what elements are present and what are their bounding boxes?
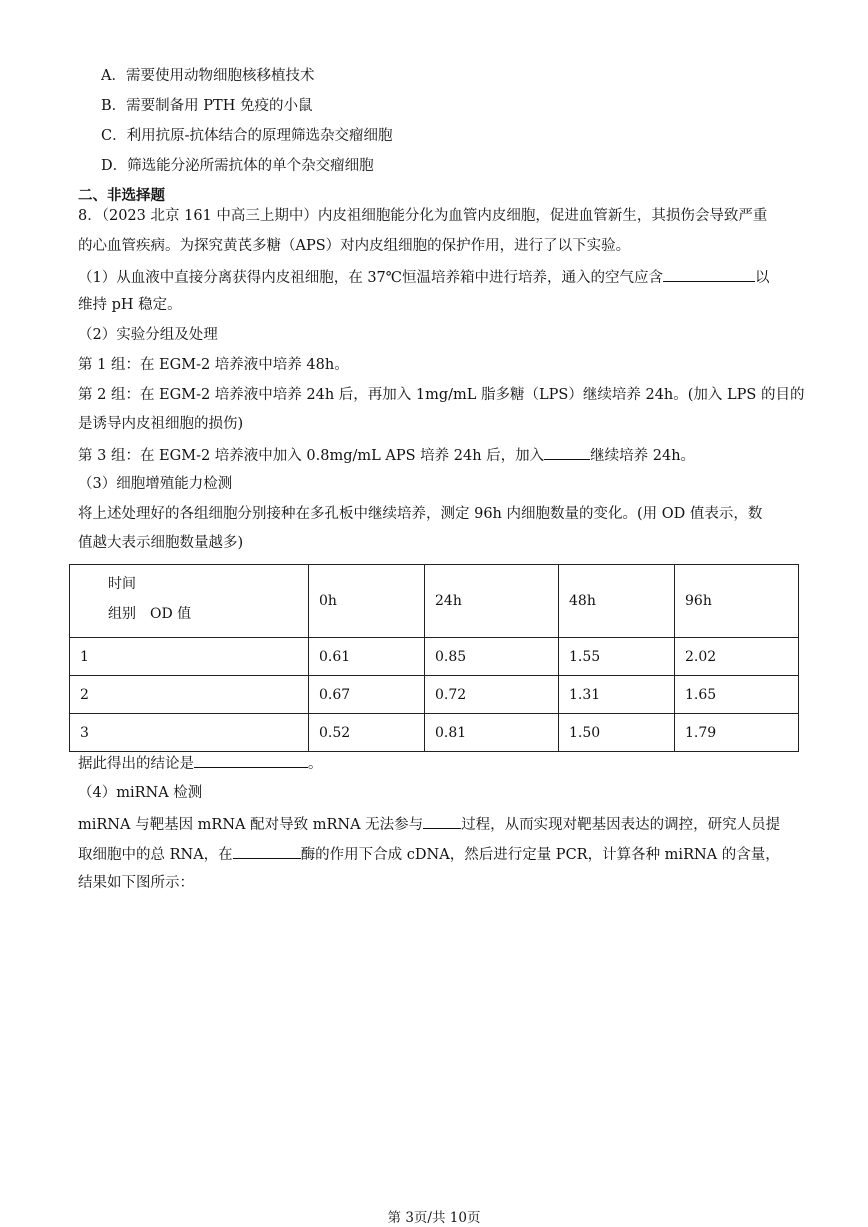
part4-text-1: miRNA 与靶基因 mRNA 配对导致 mRNA 无法参与 bbox=[78, 817, 424, 833]
part4-text-1-end: 过程，从而实现对靶基因表达的调控，研究人员提 bbox=[461, 817, 781, 833]
group2-line2: 是诱导内皮祖细胞的损伤) bbox=[78, 416, 244, 432]
od-value-table bbox=[69, 564, 799, 752]
column-header-0h: 0h bbox=[309, 565, 425, 638]
answer-blank-2[interactable] bbox=[544, 444, 590, 460]
table-row bbox=[70, 714, 799, 752]
table-cell: 0.72 bbox=[425, 676, 559, 714]
column-header-24h: 24h bbox=[425, 565, 559, 638]
row-group-label: 1 bbox=[70, 638, 309, 676]
part4-text-2: 取细胞中的总 RNA，在 bbox=[78, 847, 233, 863]
part2-heading: （2）实验分组及处理 bbox=[78, 327, 218, 343]
part4-heading: （4）miRNA 检测 bbox=[78, 785, 203, 801]
table-cell: 1.31 bbox=[559, 676, 675, 714]
part1-line2: 维持 pH 稳定。 bbox=[78, 297, 182, 313]
group3-line bbox=[78, 444, 695, 466]
page-footer: 第 3页/共 10页 bbox=[387, 1210, 481, 1226]
part4-text-2-end: 酶的作用下合成 cDNA，然后进行定量 PCR，计算各种 miRNA 的含量， bbox=[300, 847, 780, 863]
part1-text: （1）从血液中直接分离获得内皮祖细胞，在 37℃恒温培养箱中进行培养，通入的空气应含 bbox=[78, 270, 664, 286]
table-cell: 1.79 bbox=[675, 714, 799, 752]
table-row bbox=[70, 676, 799, 714]
part4-line2 bbox=[78, 843, 780, 865]
table-row bbox=[70, 638, 799, 676]
table-cell: 1.55 bbox=[559, 638, 675, 676]
column-header-48h: 48h bbox=[559, 565, 675, 638]
group2-line1: 第 2 组：在 EGM-2 培养液中培养 24h 后，再加入 1mg/mL 脂多糖（LPS）继续培养 24h。(加入 LPS 的目的 bbox=[78, 387, 805, 403]
row-group-label: 3 bbox=[70, 714, 309, 752]
option-a: A．需要使用动物细胞核移植技术 bbox=[101, 68, 315, 84]
part3-desc-line1: 将上述处理好的各组细胞分别接种在多孔板中继续培养，测定 96h 内细胞数量的变化。(用 OD 值表示，数 bbox=[78, 506, 763, 522]
part1-line1 bbox=[78, 266, 770, 288]
part4-line1 bbox=[78, 813, 780, 835]
table-corner-header bbox=[70, 565, 309, 638]
table-cell: 0.85 bbox=[425, 638, 559, 676]
conclusion-line bbox=[78, 752, 323, 774]
table-cell: 0.52 bbox=[309, 714, 425, 752]
part4-line3: 结果如下图所示： bbox=[78, 875, 194, 891]
part1-text-end: 以 bbox=[755, 270, 770, 286]
conclusion-text: 据此得出的结论是 bbox=[78, 756, 194, 772]
answer-blank-3[interactable] bbox=[194, 752, 308, 768]
column-header-96h: 96h bbox=[675, 565, 799, 638]
table-cell: 0.67 bbox=[309, 676, 425, 714]
option-d: D．筛选能分泌所需抗体的单个杂交瘤细胞 bbox=[101, 158, 374, 174]
table-header-row bbox=[70, 565, 799, 638]
option-c: C．利用抗原-抗体结合的原理筛选杂交瘤细胞 bbox=[101, 128, 393, 144]
part3-desc-line2: 值越大表示细胞数量越多) bbox=[78, 535, 244, 551]
table-cell: 1.50 bbox=[559, 714, 675, 752]
header-time-label: 时间 bbox=[108, 576, 136, 592]
group3-text: 第 3 组：在 EGM-2 培养液中加入 0.8mg/mL APS 培养 24h 后，加入 bbox=[78, 448, 545, 464]
q8-stem-line2: 的心血管疾病。为探究黄芪多糖（APS）对内皮组细胞的保护作用，进行了以下实验。 bbox=[78, 238, 631, 254]
group3-text-end: 继续培养 24h。 bbox=[590, 448, 696, 464]
header-group-label: 组别 OD 值 bbox=[108, 606, 192, 622]
table-cell: 0.61 bbox=[309, 638, 425, 676]
table-cell: 2.02 bbox=[675, 638, 799, 676]
answer-blank-1[interactable] bbox=[663, 266, 755, 282]
table-cell: 1.65 bbox=[675, 676, 799, 714]
row-group-label: 2 bbox=[70, 676, 309, 714]
section-title: 二、非选择题 bbox=[78, 187, 165, 204]
group1-line: 第 1 组：在 EGM-2 培养液中培养 48h。 bbox=[78, 357, 349, 373]
q8-stem-line1: 8．（2023 北京 161 中高三上期中）内皮祖细胞能分化为血管内皮细胞，促进血管新生，其损伤会导致严重 bbox=[78, 208, 768, 224]
answer-blank-4[interactable] bbox=[423, 813, 461, 829]
table-cell: 0.81 bbox=[425, 714, 559, 752]
option-b: B．需要制备用 PTH 免疫的小鼠 bbox=[101, 98, 313, 114]
part3-heading: （3）细胞增殖能力检测 bbox=[78, 476, 233, 492]
answer-blank-5[interactable] bbox=[233, 843, 301, 859]
conclusion-end: 。 bbox=[308, 756, 323, 772]
